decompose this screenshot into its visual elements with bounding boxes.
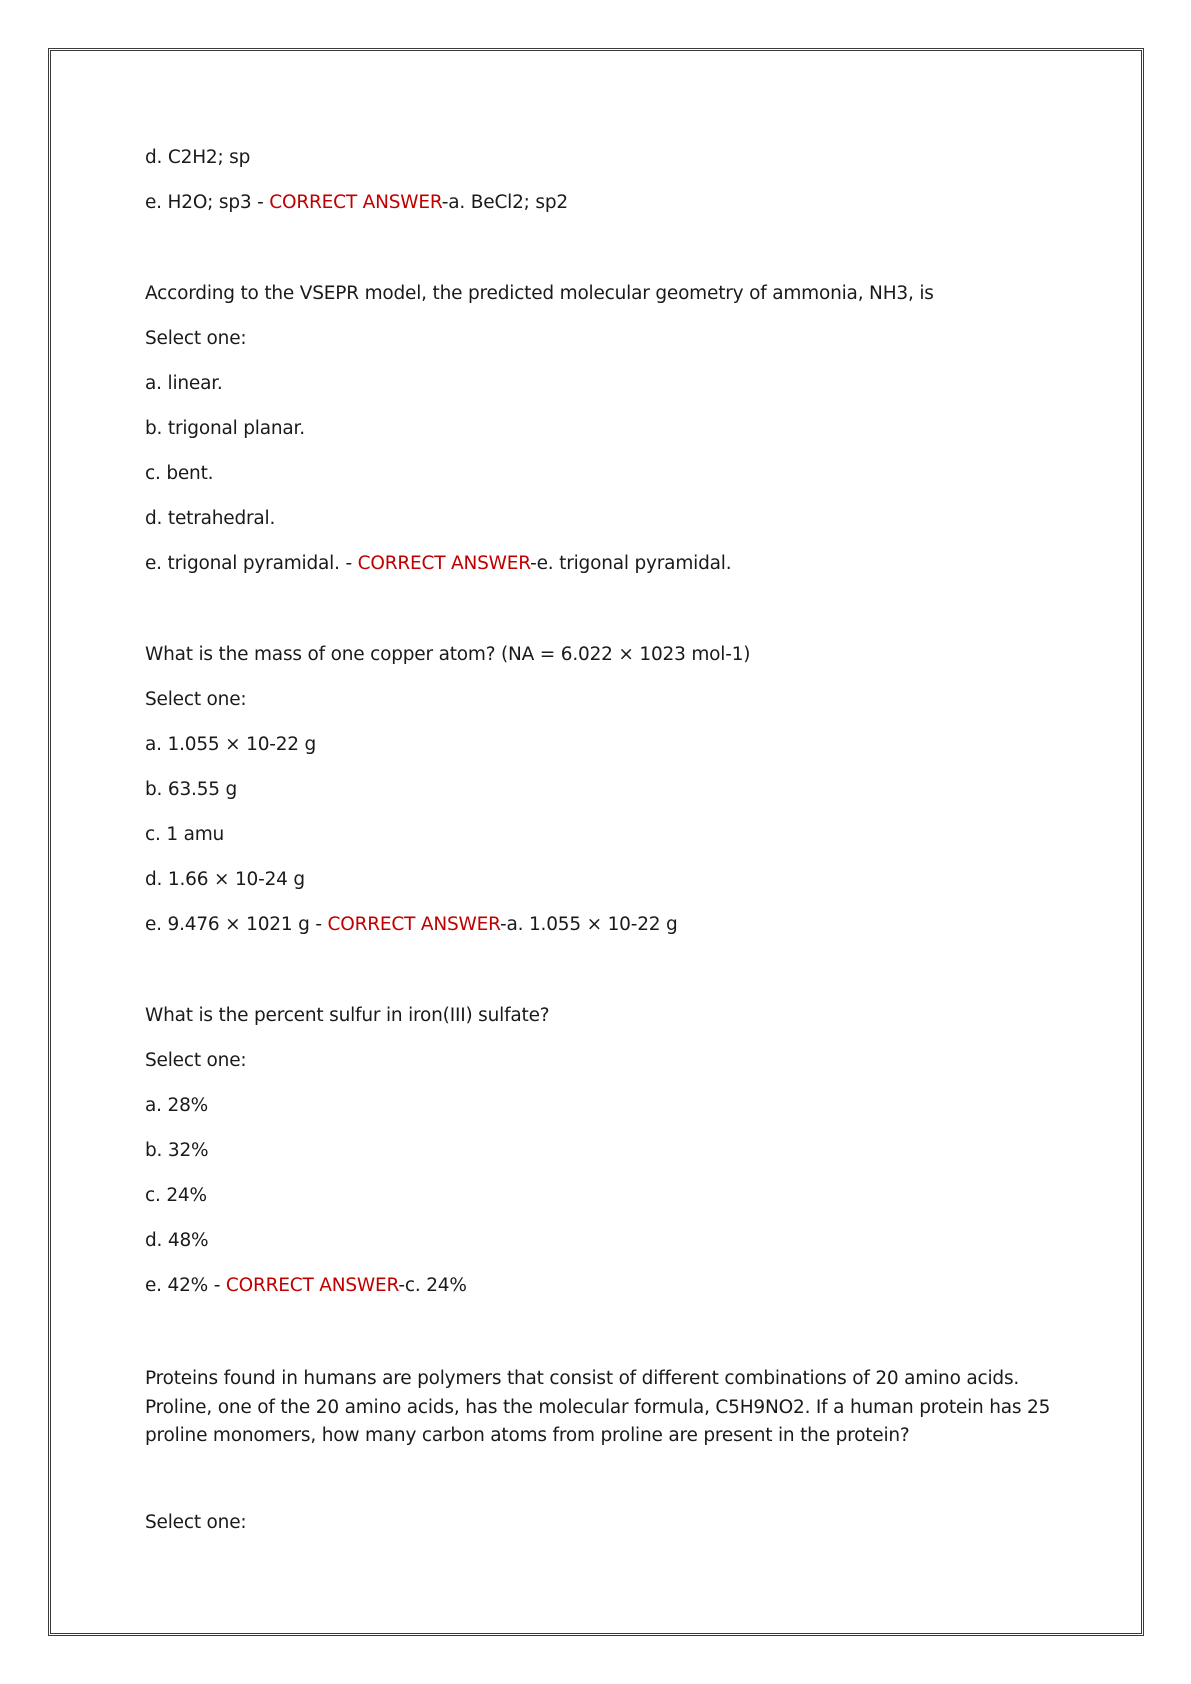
- answer-text: -c. 24%: [398, 1275, 467, 1296]
- option-b: b. trigonal planar.: [145, 418, 305, 439]
- question-text: According to the VSEPR model, the predicted molecular geometry of ammonia, NH3, is: [145, 283, 934, 304]
- option-c: c. bent.: [145, 463, 214, 484]
- question-text: What is the percent sulfur in iron(III) sulfate?: [145, 1005, 550, 1026]
- option-e-text: e. 42% -: [145, 1275, 226, 1296]
- option-e-with-answer: [145, 1274, 1065, 1319]
- option-d: d. 48%: [145, 1230, 209, 1251]
- option-a: a. 1.055 × 10-22 g: [145, 734, 317, 755]
- option-d: d. 1.66 × 10-24 g: [145, 869, 305, 890]
- option-d: d. C2H2; sp: [145, 147, 251, 168]
- answer-text: -a. BeCl2; sp2: [441, 192, 568, 213]
- spacer: [145, 1319, 1065, 1365]
- option-e-text: e. H2O; sp3 -: [145, 192, 270, 213]
- question-text: What is the mass of one copper atom? (NA = 6.022 × 1023 mol-1): [145, 644, 751, 665]
- select-one-label: Select one:: [145, 1050, 247, 1071]
- option-e-with-answer: [145, 913, 1065, 958]
- option-e-text: e. 9.476 × 1021 g -: [145, 914, 328, 935]
- answer-text: -a. 1.055 × 10-22 g: [500, 914, 678, 935]
- correct-answer-label: CORRECT ANSWER: [327, 914, 501, 935]
- option-a: a. linear.: [145, 373, 223, 394]
- option-e-with-answer: [145, 552, 1065, 597]
- option-b: b. 32%: [145, 1140, 209, 1161]
- spacer: [145, 958, 1065, 1004]
- spacer: [145, 597, 1065, 643]
- option-d: d. tetrahedral.: [145, 508, 276, 529]
- select-one-label: Select one:: [145, 689, 247, 710]
- select-one-label: Select one:: [145, 1511, 247, 1533]
- option-a: a. 28%: [145, 1095, 209, 1116]
- correct-answer-label: CORRECT ANSWER: [357, 553, 531, 574]
- select-one-label: Select one:: [145, 328, 247, 349]
- option-e-with-answer: [145, 191, 1065, 236]
- question-text: Proteins found in humans are polymers that consist of different combinations of 20 amino acids. Proline, one of the 20 amino acids, has the molecular formula, C5H9NO2. If a human protein has 25 proline monomers, how many carbon atoms from proline are present in the protein?: [145, 1368, 1051, 1446]
- option-c: c. 24%: [145, 1185, 207, 1206]
- correct-answer-label: CORRECT ANSWER: [225, 1275, 399, 1296]
- correct-answer-label: CORRECT ANSWER: [269, 192, 442, 213]
- answer-text: -e. trigonal pyramidal.: [530, 553, 732, 574]
- option-b: b. 63.55 g: [145, 779, 238, 800]
- option-e-text: e. trigonal pyramidal. -: [145, 553, 358, 574]
- document-body: [145, 146, 1065, 1556]
- option-c: c. 1 amu: [145, 824, 225, 845]
- spacer: [145, 236, 1065, 282]
